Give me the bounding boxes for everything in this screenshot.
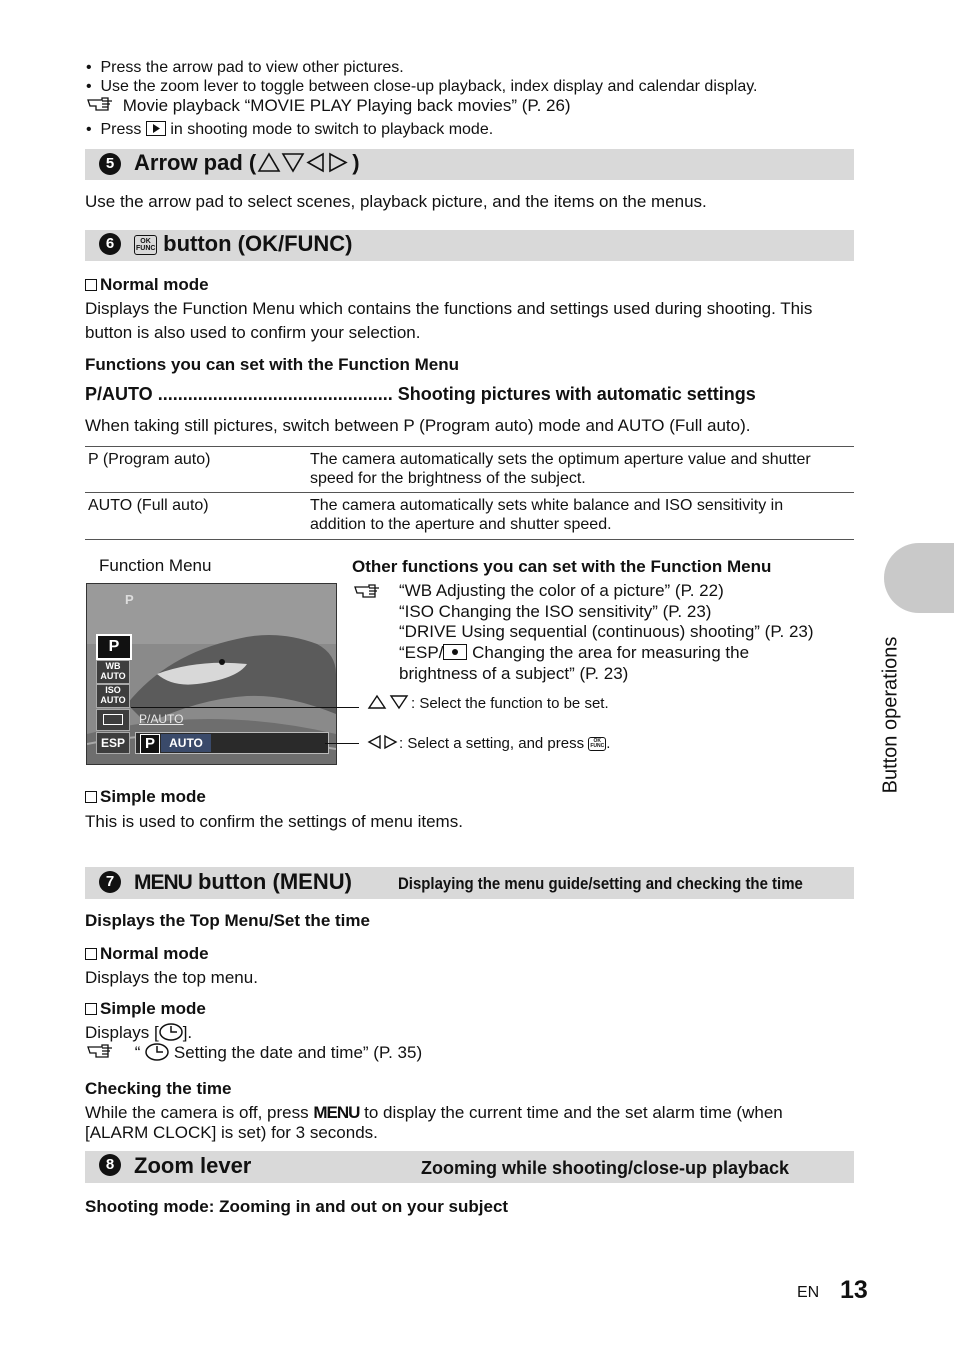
simple-mode-heading xyxy=(85,787,206,807)
screen-pauto-text: P/AUTO xyxy=(139,712,184,726)
normal-mode-heading xyxy=(85,275,209,295)
pauto-body: When taking still pictures, switch between P (Program auto) mode and AUTO (Full auto). xyxy=(85,416,751,435)
callout-line-2 xyxy=(325,743,359,744)
clock-icon xyxy=(159,1023,183,1042)
left-right-arrows-icon xyxy=(367,735,399,752)
checking-time-heading: Checking the time xyxy=(85,1079,232,1098)
shooting-mode-heading: Shooting mode: Zooming in and out on your subject xyxy=(85,1197,509,1216)
functions-heading: Functions you can set with the Function Menu xyxy=(85,355,459,374)
menu-word: MENU xyxy=(313,1103,360,1122)
esp-post: Changing the area for measuring the xyxy=(472,643,750,662)
screen-mode-indicator: P xyxy=(125,592,134,607)
body-pre: Displays [ xyxy=(85,1023,159,1042)
side-tab-label xyxy=(869,620,913,810)
checkbox-icon xyxy=(85,1003,97,1015)
menu-item-p: P xyxy=(96,634,132,660)
section-number-7: 7 xyxy=(99,871,121,893)
side-tab xyxy=(884,543,954,613)
heading-text: Simple mode xyxy=(100,999,206,1018)
setting-bar xyxy=(135,732,329,754)
ok-func-icon: OK FUNC xyxy=(588,737,606,751)
item-line2: AUTO xyxy=(100,695,126,705)
normal-mode-body: Displays the top menu. xyxy=(85,968,258,987)
desc-line2: speed for the brightness of the subject. xyxy=(310,470,586,487)
bullet-press-play: • Press in shooting mode to switch to playback mode. xyxy=(86,121,494,138)
other-ref-drive: “DRIVE Using sequential (continuous) shooting” (P. 23) xyxy=(399,622,814,641)
table-top-rule xyxy=(85,446,854,447)
checkbox-icon xyxy=(85,279,97,291)
other-ref-iso: “ISO Changing the ISO sensitivity” (P. 23) xyxy=(399,602,712,621)
section-number-8: 8 xyxy=(99,1154,121,1176)
ref-text: Movie playback “MOVIE PLAY Playing back movies” (P. 26) xyxy=(122,96,571,115)
play-icon xyxy=(146,121,166,136)
setting-auto: AUTO xyxy=(161,734,211,752)
hand-pointer-icon xyxy=(352,583,384,604)
normal-body-line1: Displays the Function Menu which contains the functions and settings used during shooting. This xyxy=(85,299,813,318)
pauto-heading xyxy=(85,384,756,405)
section-5-body: Use the arrow pad to select scenes, playback picture, and the items on the menus. xyxy=(85,192,707,211)
table-cell-mode: AUTO (Full auto) xyxy=(88,497,209,514)
callout-text-1 xyxy=(367,694,609,713)
side-tab-text: Button operations xyxy=(879,636,902,794)
menu-item-esp: ESP xyxy=(96,732,130,754)
section-8-title: Zoom lever xyxy=(134,1153,252,1178)
callout-end: . xyxy=(606,735,611,752)
other-ref-esp-line2: brightness of a subject” (P. 23) xyxy=(399,664,629,683)
title-text: Arrow pad ( xyxy=(134,150,257,175)
other-ref-esp xyxy=(399,643,749,664)
clock-icon xyxy=(145,1043,169,1062)
function-menu-label: Function Menu xyxy=(99,556,212,575)
callout-text-2 xyxy=(367,734,610,753)
item-line1: WB xyxy=(105,661,121,671)
other-ref-wb: “WB Adjusting the color of a picture” (P. 22) xyxy=(399,581,724,600)
table-cell-mode: P (Program auto) xyxy=(88,451,211,468)
body-post: to display the current time and the set alarm time (when xyxy=(364,1103,783,1122)
title-text: button (MENU) xyxy=(197,869,352,894)
bullet-text-pre: Press xyxy=(100,121,142,138)
table-bottom-rule xyxy=(85,539,854,540)
simple-mode-heading xyxy=(85,999,206,1019)
section-number-5: 5 xyxy=(99,153,121,175)
body-pre: While the camera is off, press xyxy=(85,1103,309,1122)
checking-time-body-line2: [ALARM CLOCK] is set) for 3 seconds. xyxy=(85,1123,378,1142)
drive-icon xyxy=(103,714,123,725)
ok-func-icon: OK FUNC xyxy=(134,235,157,255)
ref-post: Setting the date and time” (P. 35) xyxy=(173,1043,423,1062)
table-row-rule xyxy=(85,492,854,493)
setting-p: P xyxy=(140,734,160,754)
table-cell-desc xyxy=(310,496,783,534)
desc-line1: The camera automatically sets white balance and ISO sensitivity in xyxy=(310,497,784,514)
ref-set-date xyxy=(86,1043,422,1064)
title-text: button (OK/FUNC) xyxy=(163,231,353,256)
bullet-text-post: in shooting mode to switch to playback mode. xyxy=(170,121,494,138)
pauto-dots: ............................................... xyxy=(157,384,393,404)
pauto-label: P/AUTO xyxy=(85,384,153,404)
arrow-pad-icon xyxy=(256,150,352,175)
esp-pre: “ESP/ xyxy=(399,643,444,662)
footer-language: EN xyxy=(797,1284,820,1301)
section-5-title xyxy=(134,150,360,176)
section-8-subtitle: Zooming while shooting/close-up playback xyxy=(421,1158,790,1178)
heading-text: Normal mode xyxy=(100,275,209,294)
hand-pointer-icon xyxy=(86,1043,118,1064)
callout-text: : Select the function to be set. xyxy=(411,695,609,712)
checkbox-icon xyxy=(85,791,97,803)
body-post: ]. xyxy=(182,1023,193,1042)
desc-line1: The camera automatically sets the optimum aperture value and shutter xyxy=(310,451,811,468)
callout-line-1 xyxy=(131,707,359,708)
ref-pre: “ xyxy=(134,1043,141,1062)
normal-body-line2: button is also used to confirm your selection. xyxy=(85,323,421,342)
section-number-6: 6 xyxy=(99,233,121,255)
pauto-desc: Shooting pictures with automatic settings xyxy=(397,384,756,404)
spot-metering-icon xyxy=(443,644,467,660)
bullet-text: Press the arrow pad to view other pictures. xyxy=(100,59,404,76)
hand-pointer-icon xyxy=(86,96,118,117)
ref-movie-playback xyxy=(86,96,571,117)
menu-item-wb xyxy=(96,660,130,684)
menu-item-drive xyxy=(96,709,130,731)
item-line1: ISO xyxy=(105,685,121,695)
checking-time-body-line1 xyxy=(85,1103,783,1123)
section-7-subtitle: Displaying the menu guide/setting and checking the time xyxy=(398,874,803,893)
desc-line2: addition to the aperture and shutter speed. xyxy=(310,516,612,533)
camera-screen-image xyxy=(86,583,337,765)
menu-item-iso xyxy=(96,684,130,708)
simple-mode-body xyxy=(85,1023,192,1043)
menu-word: MENU xyxy=(134,871,192,894)
normal-mode-heading xyxy=(85,944,209,964)
heading-text: Simple mode xyxy=(100,787,206,806)
callout-text: : Select a setting, and press xyxy=(399,735,585,752)
title-text-end: ) xyxy=(352,150,360,175)
table-cell-desc xyxy=(310,450,811,488)
heading-text: Normal mode xyxy=(100,944,209,963)
simple-mode-body: This is used to confirm the settings of menu items. xyxy=(85,812,463,831)
bullet-zoom-toggle: • Use the zoom lever to toggle between close-up playback, index display and calendar display. xyxy=(86,78,758,95)
bullet-text: Use the zoom lever to toggle between close-up playback, index display and calendar display. xyxy=(100,78,758,95)
up-down-arrows-icon xyxy=(367,695,411,712)
top-menu-heading: Displays the Top Menu/Set the time xyxy=(85,911,370,930)
checkbox-icon xyxy=(85,948,97,960)
other-functions-heading: Other functions you can set with the Function Menu xyxy=(352,557,772,576)
bullet-view-pictures: • Press the arrow pad to view other pictures. xyxy=(86,59,404,76)
item-line2: AUTO xyxy=(100,671,126,681)
section-7-title xyxy=(134,869,352,896)
section-6-title xyxy=(134,231,353,257)
page-number: 13 xyxy=(840,1276,868,1304)
